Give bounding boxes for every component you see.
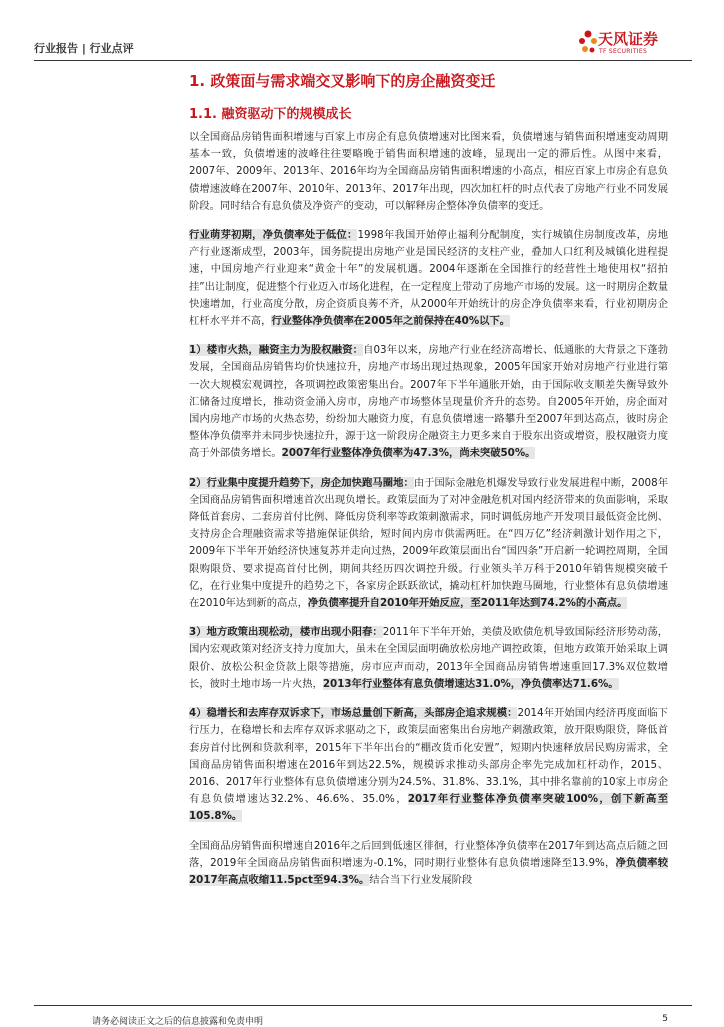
footer-divider xyxy=(34,1005,692,1006)
article-body xyxy=(189,129,668,901)
paragraph-recent xyxy=(189,838,668,890)
paragraph-text: 全国商品房销售面积增速自2016年之后回到低速区徘徊，行业整体净负债率在2017年到达高点后随之回落，2019年全国商品房销售面积增速为-0.1%，同时期行业整体有息负债增速降至13.9%， xyxy=(189,839,668,869)
paragraph-text: 由于国际金融危机爆发导致行业发展进程中断，2008年全国商品房销售面积增速首次出现负增长。政策层面为了对冲金融危机对国内经济带来的负面影响，采取降低首套房、二套房首付比例、降低房贷利率等政策刺激需求，同时调低房地产开发项目最低资金比例、支持房企合理融资需求等措施保证供给，短时间内房市供需两旺。在“四万亿”经济刺激计划作用之下，2009年下半年开始经济快速复苏并走向过热，2009年政策层面出台“国四条”开启新一轮调控周期，全国限购限贷、要求提高首付比例，期间共经历四次调控升级。行业领头羊万科于2010年销售规模突破千亿，在行业集中度提升的趋势之下，各家房企跃跃欲试，撬动杠杆加快跑马圈地，行业整体有息负债增速在2010年达到新的高点， xyxy=(189,476,668,610)
intro-paragraph xyxy=(189,129,668,215)
tf-securities-logo xyxy=(578,24,698,64)
logo-name-cn: 天风证券 xyxy=(598,30,659,48)
paragraph-text: 2011年下半年开始，美债及欧债危机导致国际经济形势动荡，国内宏观政策对经济支持力度加大，虽未在全国层面明确放松房地产调控政策，但地方政策开始采取上调限价、放松公积金贷款上限等措施，房市应声而动，2013年全国商品房销售增速重回17.3%双位数增长，彼时土地市场一片火热， xyxy=(189,626,668,690)
paragraph-highlight: 2017年行业整体净负债率突破100%，创下新高至105.8%。 xyxy=(189,793,668,823)
paragraph-highlight: 2013年行业整体有息负债增速达31.0%，净负债率达71.6%。 xyxy=(322,677,619,690)
paragraph-lead: 2）行业集中度提升趋势下，房企加快跑马圈地： xyxy=(189,476,414,489)
paragraph-lead: 行业萌芽初期，净负债率处于低位： xyxy=(189,229,358,242)
logo-mark-icon xyxy=(578,30,598,56)
section-heading: 1. 政策面与需求端交叉影响下的房企融资变迁 xyxy=(189,72,496,90)
subsection-heading: 1.1. 融资驱动下的规模成长 xyxy=(189,107,352,122)
paragraph-highlight: 行业整体净负债率在2005年之前保持在40%以下。 xyxy=(271,315,511,328)
paragraph-text: 自03年以来，房地产行业在经济高增长、低通胀的大背景之下蓬勃发展，全国商品房销售均价快速拉升，房地产市场出现过热现象，2005年国家开始对房地产行业进行第一次大规模宏观调控，各项调控政策密集出台。2007年下半年通胀开始，由于国际收支顺差失衡导致外汇储备过度增长，推动资金涌入房市，房地产市场整体呈现量价齐升的态势。自2005年开始，房企面对国内房地产市场的火热态势，纷纷加大融资力度，有息负债增速一路攀升至2007年到达高点，彼时房企整体净负债率并未同步快速拉升，源于这一阶段房企融资主力更多来自于股东出资或增资，股权融资力度高于外部债务增长。 xyxy=(189,344,668,460)
paragraph-scale-pursuit xyxy=(189,705,668,825)
paragraph-equity-financing xyxy=(189,342,668,462)
footer-disclaimer: 请务必阅读正文之后的信息披露和免责申明 xyxy=(92,1017,264,1027)
paragraph-policy-loosening xyxy=(189,624,668,693)
logo-name-en: TF SECURITIES xyxy=(599,48,648,55)
report-category-breadcrumb: 行业报告 | 行业点评 xyxy=(34,42,134,55)
page-number: 5 xyxy=(662,1014,668,1024)
paragraph-text: 1998年我国开始停止福利分配制度，实行城镇住房制度改革，房地产行业逐渐成型，2003年，国务院提出房地产业是国民经济的支柱产业，叠加人口红利及城镇化进程提速，中国房地产行业迎来“黄金十年”的发展机遇。2004年逐渐在全国推行的经营性土地使用权“招拍挂”出让制度，促进整个行业迈入市场化进程，在一定程度上带动了房地产市场的发展。这一时期房企数量快速增加，行业高度分散，房企资质良莠不齐，从2000年开始统计的房企净负债率来看，行业初期房企杠杆水平并不高， xyxy=(189,229,668,328)
intro-text: 以全国商品房销售面积增速与百家上市房企有息负债增速对比图来看，负债增速与销售面积增速变动周期基本一致，负债增速的波峰往往要略晚于销售面积增速的波峰，显现出一定的滞后性。从图中来看，2007年、2009年、2013年、2016年均为全国商品房销售面积增速的小高点，相应百家上市房企有息负债增速波峰在2007年、2010年、2013年、2017年出现，四次加杠杆的时点代表了房地产行业不同发展阶段。同时结合有息负债及净资产的变动，可以解释房企整体净负债率的变迁。 xyxy=(189,131,668,212)
paragraph-lead: 4）稳增长和去库存双诉求下，市场总量创下新高，头部房企追求规模： xyxy=(189,707,518,720)
header-divider xyxy=(34,60,692,61)
paragraph-highlight: 净负债率较2017年高点收缩11.5pct至94.3%。 xyxy=(189,856,668,886)
paragraph-highlight: 2007年行业整体净负债率为47.3%，尚未突破50%。 xyxy=(281,447,536,460)
paragraph-concentration xyxy=(189,475,668,613)
paragraph-highlight: 净负债率提升自2010年开始反应，至2011年达到74.2%的小高点。 xyxy=(307,597,628,610)
paragraph-text: 2014年开始国内经济再度面临下行压力，在稳增长和去库存双诉求驱动之下，政策层面密集出台房地产刺激政策，放开限购限贷，降低首套房首付比例和贷款利率，2015年下半年出台的“棚改货币化安置”，短期内快速释放居民购房需求，全国商品房销售面积增速在2016年到达22.5%，规模诉求推动头部房企率先完成加杠杆动作，2015、2016、2017年行业整体有息负债增速分别为24.5%、31.8%、33.1%，其中排名靠前的10家上市房企有息负债增速达32.2%、46.6%、35.0%， xyxy=(189,707,668,806)
paragraph-tail: 结合当下行业发展阶段 xyxy=(369,873,473,886)
paragraph-lead: 3）地方政策出现松动，楼市出现小阳春： xyxy=(189,626,383,639)
paragraph-early-stage xyxy=(189,227,668,330)
paragraph-lead: 1）楼市火热，融资主力为股权融资： xyxy=(189,344,364,357)
